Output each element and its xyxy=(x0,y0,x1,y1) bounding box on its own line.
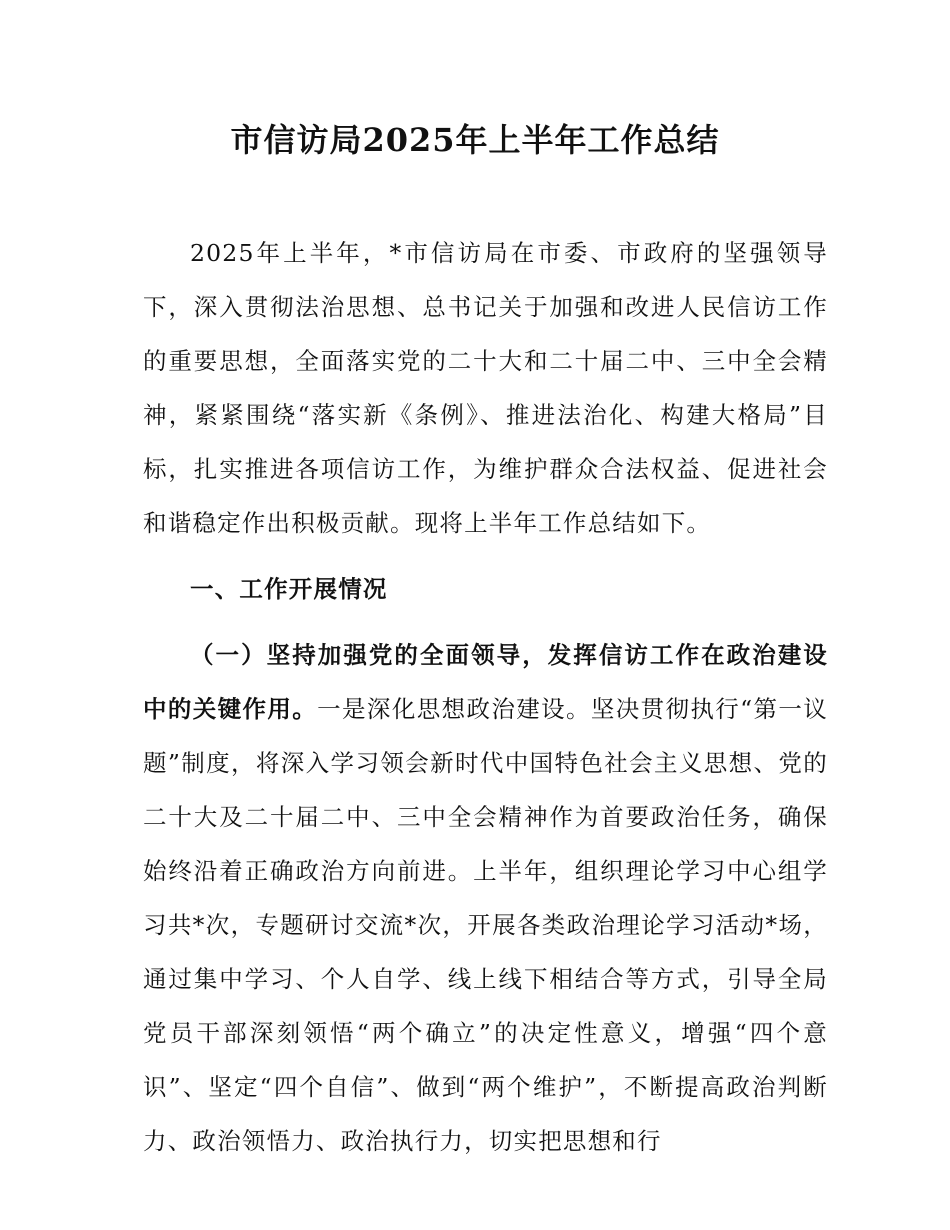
subsection-paragraph xyxy=(143,628,828,1168)
section-heading: 一、工作开展情况 xyxy=(190,575,388,603)
subsection-text: 一是深化思想政治建设。坚决贯彻执行“第一议题”制度，将深入学习领会新时代中国特色社会主义思想、党的二十大及二十届二中、三中全会精神作为首要政治任务，确保始终沿着正确政治方向前进。上半年，组织理论学习中心组学习共*次，专题研讨交流*次，开展各类政治理论学习活动*场，通过集中学习、个人自学、线上线下相结合等方式，引导全局党员干部深刻领悟“两个确立”的决定性意义，增强“四个意识”、坚定“四个自信”、做到“两个维护”，不断提高政治判断力、政治领悟力、政治执行力，切实把思想和行 xyxy=(143,695,828,1155)
subsection-lead: （一）坚持加强党的全面领导，发挥信访工作在政治建设中的关键作用。 xyxy=(143,641,828,723)
document-body xyxy=(143,226,828,1168)
document-title: 市信访局2025年上半年工作总结 xyxy=(230,121,720,159)
intro-paragraph: 2025年上半年，*市信访局在市委、市政府的坚强领导下，深入贯彻法治思想、总书记关于加强和改进人民信访工作的重要思想，全面落实党的二十大和二十届二中、三中全会精神，紧紧围绕“落实新《条例》、推进法治化、构建大格局”目标，扎实推进各项信访工作，为维护群众合法权益、促进社会和谐稳定作出积极贡献。现将上半年工作总结如下。 xyxy=(143,239,828,537)
